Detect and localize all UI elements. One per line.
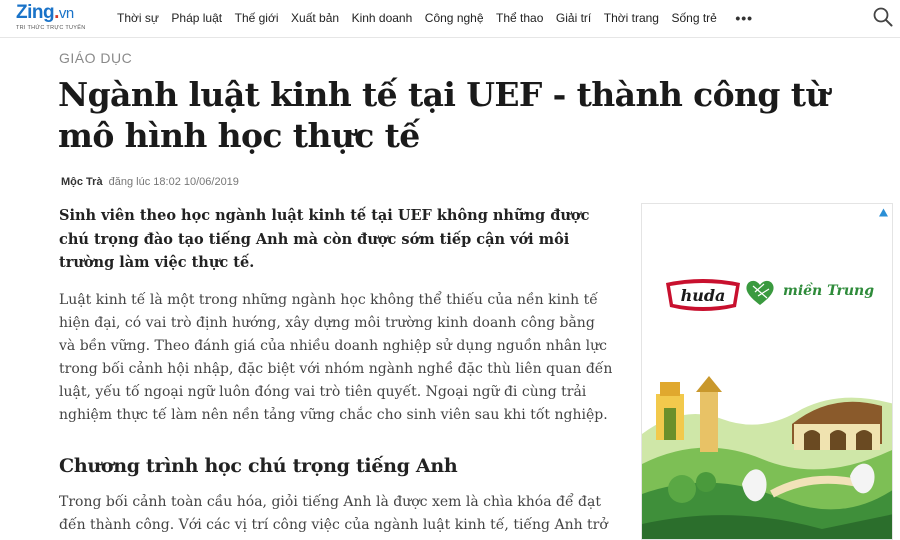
nav-item-song-tre[interactable]: Sống trẻ bbox=[671, 11, 717, 25]
article-sapo: Sinh viên theo học ngành luật kinh tế tại UEF không những được chú trọng đào tạo tiếng Anh mà còn được sớm tiếp cận với môi trường làm việc thực tế. bbox=[59, 207, 590, 271]
nav-item-xuat-ban[interactable]: Xuất bản bbox=[291, 11, 340, 25]
article-category[interactable]: GIÁO DỤC bbox=[59, 50, 133, 66]
site-logo[interactable] bbox=[16, 3, 98, 35]
nav-item-cong-nghe[interactable]: Công nghệ bbox=[424, 11, 484, 25]
logo-main-text: Zing bbox=[16, 2, 55, 23]
ad-landscape-illustration bbox=[642, 364, 893, 540]
ad-brand-text: huda bbox=[680, 286, 726, 305]
nav-item-giai-tri[interactable]: Giải trí bbox=[555, 11, 592, 25]
ad-brand-logo bbox=[664, 277, 742, 313]
heart-icon bbox=[744, 276, 776, 308]
nav-item-the-gioi[interactable]: Thế giới bbox=[234, 11, 279, 25]
ad-region-text: miền Trung bbox=[783, 283, 875, 299]
article-title: Ngành luật kinh tế tại UEF - thành công từ mô hình học thực tế bbox=[58, 75, 829, 155]
nav-item-thoi-trang[interactable]: Thời trang bbox=[603, 11, 659, 25]
logo-dot: . bbox=[54, 2, 59, 23]
article-paragraph-2: Trong bối cảnh toàn cầu hóa, giỏi tiếng Anh là được xem là chìa khóa để đạt đến thành công. Với các vị trí công việc của ngành luật kinh tế, tiếng Anh trở bbox=[59, 494, 608, 533]
nav-item-kinh-doanh[interactable]: Kinh doanh bbox=[351, 11, 413, 25]
nav-item-thoi-su[interactable]: Thời sự bbox=[117, 11, 159, 25]
top-navigation-bar bbox=[0, 0, 900, 38]
article-publish-time: đăng lúc 18:02 10/06/2019 bbox=[108, 176, 239, 188]
article-author[interactable]: Mộc Trà bbox=[61, 176, 103, 188]
ad-choices-icon[interactable] bbox=[878, 207, 889, 218]
article-subheading: Chương trình học chú trọng tiếng Anh bbox=[59, 455, 458, 477]
article-paragraph: Luật kinh tế là một trong những ngành học không thể thiếu của nền kinh tế hiện đại, có vai trò định hướng, xây dựng môi trường kinh doanh công bằng và bền vững. Theo đánh giá của nhiều doanh nghiệp sử dụng nguồn nhân lực trong bối cảnh hội nhập, đặc biệt với nhóm ngành nghề đặc thù liên quan đến luật, yếu tố ngoại ngữ luôn đóng vai trò tiên quyết. Ngoại ngữ đi cùng trải nghiệm thực tế làm nên nền tảng vững chắc cho sinh viên sau khi tốt nghiệp. bbox=[59, 292, 613, 423]
main-nav bbox=[117, 0, 753, 36]
article-meta bbox=[61, 176, 239, 188]
more-menu-button[interactable]: ••• bbox=[735, 10, 754, 26]
search-button[interactable] bbox=[872, 6, 894, 28]
logo-suffix: vn bbox=[58, 5, 74, 22]
nav-item-phap-luat[interactable]: Pháp luật bbox=[171, 11, 223, 25]
logo-tagline: TRI THỨC TRỰC TUYẾN bbox=[16, 25, 86, 31]
nav-item-the-thao[interactable]: Thể thao bbox=[496, 11, 544, 25]
search-icon bbox=[872, 6, 894, 28]
sidebar-advertisement[interactable] bbox=[641, 203, 893, 540]
logo-wordmark bbox=[16, 3, 98, 24]
